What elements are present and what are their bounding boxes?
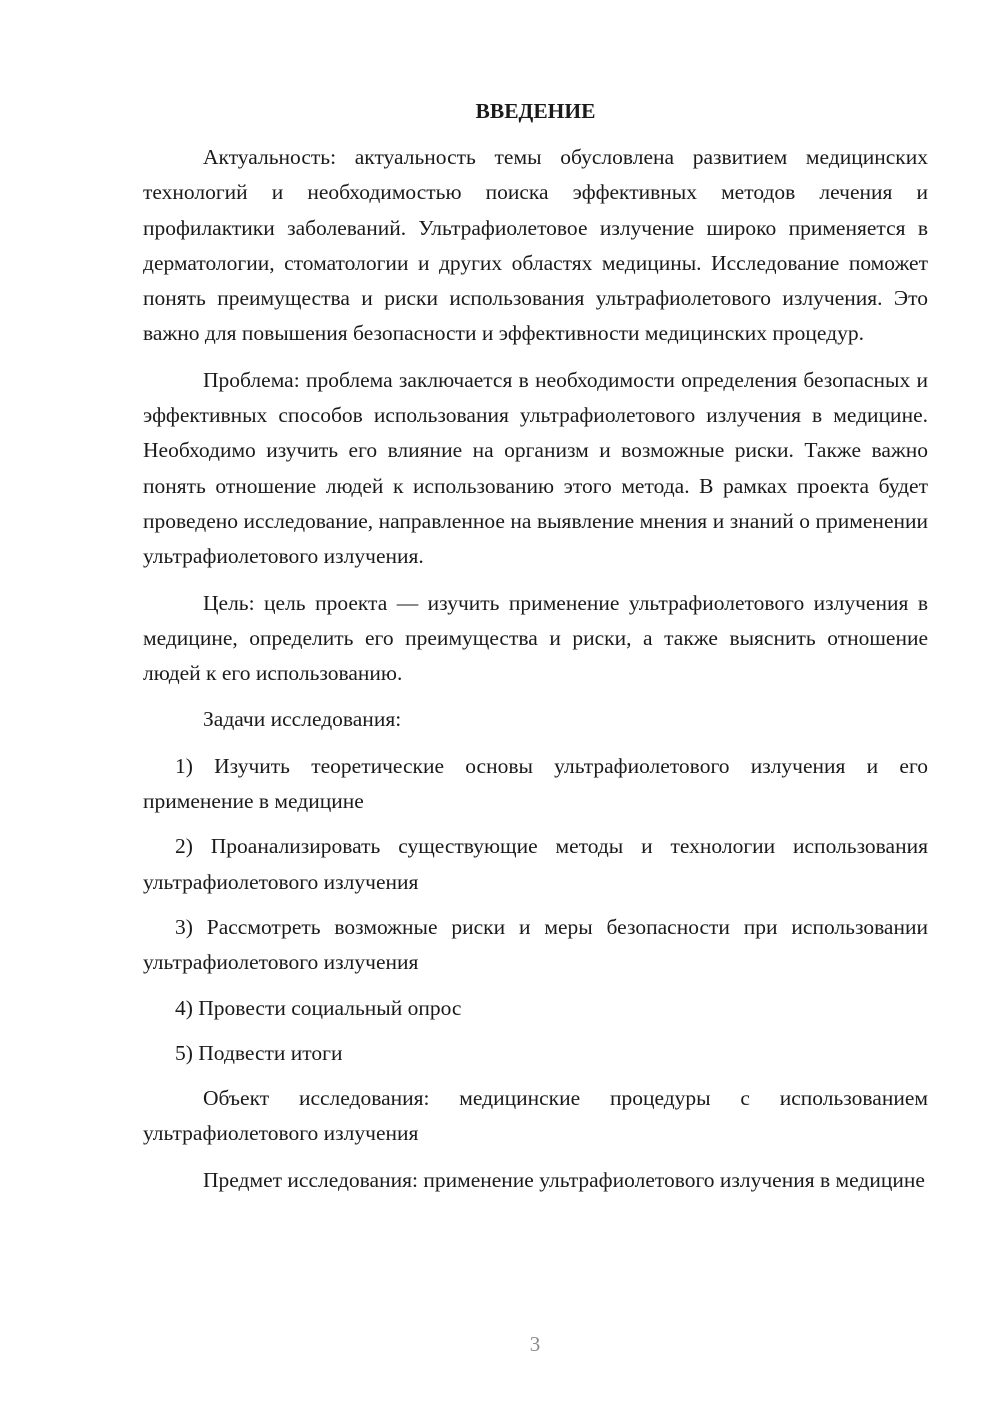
page-content (143, 94, 928, 1209)
page-title: ВВЕДЕНИЕ (475, 99, 596, 123)
task-item-5: 5) Подвести итоги (175, 1040, 343, 1065)
goal-paragraph: Цель: цель проекта — изучить применение ультрафиолетового излучения в медицине, определить его преимущества и риски, а также выяснить отношение людей к его использованию. (143, 590, 928, 686)
page-number: 3 (529, 1332, 541, 1356)
task-item-2: 2) Проанализировать существующие методы и технологии использования ультрафиолетового излучения (143, 834, 928, 894)
task-item-3: 3) Рассмотреть возможные риски и меры безопасности при использовании ультрафиолетового излучения (143, 914, 928, 975)
tasks-heading: Задачи исследования: (203, 707, 402, 732)
task-item-1: 1) Изучить теоретические основы ультрафиолетового излучения и его применение в медицине (143, 753, 928, 814)
subject-paragraph: Предмет исследования: применение ультрафиолетового излучения в медицине (203, 1167, 925, 1192)
task-item-4: 4) Провести социальный опрос (175, 995, 462, 1020)
relevance-paragraph: Актуальность: актуальность темы обусловлена развитием медицинских технологий и необходимостью поиска эффективных методов лечения и профилактики заболеваний. Ультрафиолетовое излучение широко применяется в дерматологии, стоматологии и других областях медицины. Исследование поможет понять преимущества и риски использования ультрафиолетового излучения. Это важно для повышения безопасности и эффективности медицинских процедур. (143, 145, 928, 346)
object-paragraph: Объект исследования: медицинские процедуры с использованием ультрафиолетового излучения (143, 1086, 928, 1146)
problem-paragraph: Проблема: проблема заключается в необходимости определения безопасных и эффективных способов использования ультрафиолетового излучения в медицине. Необходимо изучить его влияние на организм и возможные риски. Также важно понять отношение людей к использованию этого метода. В рамках проекта будет проведено исследование, направленное на выявление мнения и знаний о применении ультрафиолетового излучения. (143, 367, 928, 569)
